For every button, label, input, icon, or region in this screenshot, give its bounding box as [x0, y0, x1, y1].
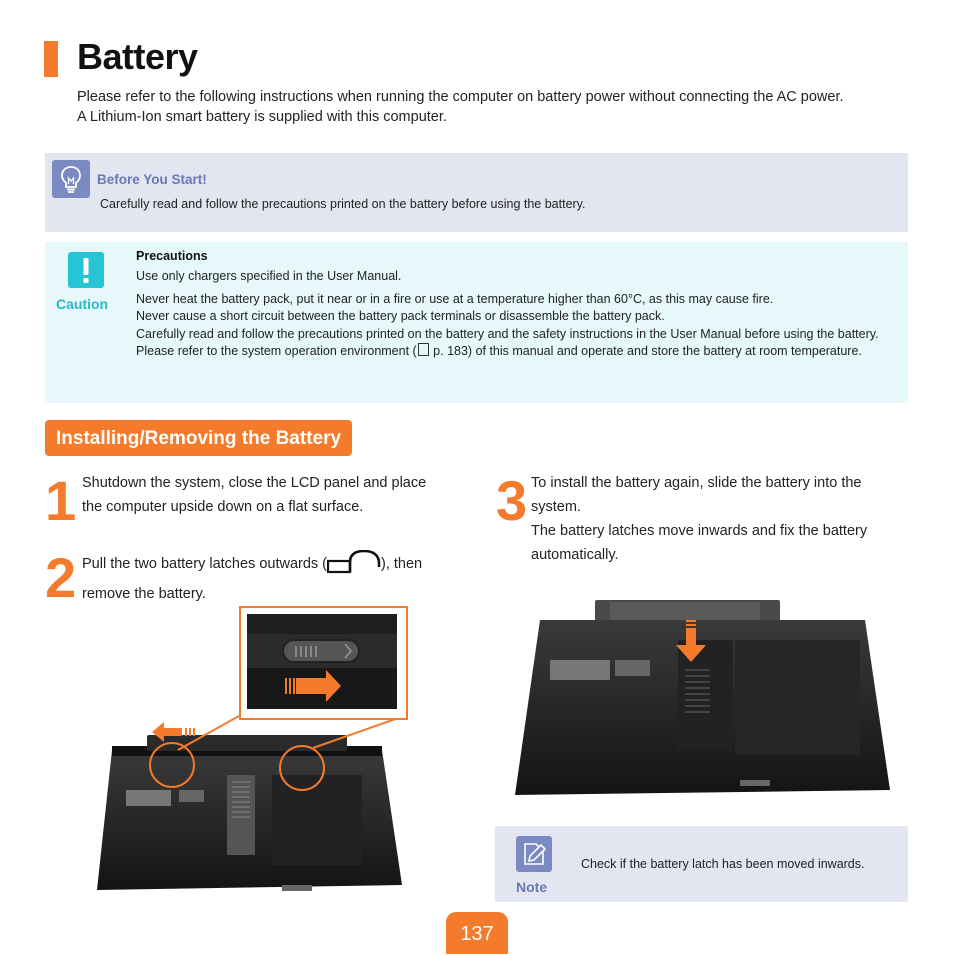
step-1-line: Shutdown the system, close the LCD panel and place the computer upside down on a flat surface.: [82, 475, 427, 515]
step-2-text-after: ), then remove the battery.: [82, 556, 423, 602]
precaution-text: p. 183) of this manual and operate and store the battery at room temperature.: [429, 344, 862, 358]
step-3-line-2: The battery latches move inwards and fix the battery automatically.: [531, 523, 868, 563]
step-number: 1: [45, 469, 75, 532]
intro-line-2: A Lithium-Ion smart battery is supplied with this computer.: [77, 109, 447, 125]
step-2-text-before: Pull the two battery latches outwards (: [82, 556, 328, 572]
latch-zoom-inset: [239, 606, 408, 720]
note-text: Check if the battery latch has been moved inwards.: [581, 857, 865, 871]
before-you-start-title: Before You Start!: [97, 172, 207, 187]
precaution-item: Never cause a short circuit between the battery pack terminals or disassemble the battery pack.: [136, 309, 665, 323]
laptop-underside-installing-image: [510, 600, 895, 800]
step-number: 2: [45, 546, 75, 609]
precautions-heading: Precautions: [136, 249, 208, 263]
precaution-item: Carefully read and follow the precautions printed on the battery and the safety instructions in the User Manual before using the battery.: [136, 326, 879, 341]
step-3-line-1: To install the battery again, slide the battery into the system.: [531, 475, 862, 515]
precaution-text: Please refer to the system operation environment (: [136, 344, 417, 358]
page-title: Battery: [77, 36, 198, 77]
page-number: 137: [446, 912, 508, 954]
note-label: Note: [516, 879, 548, 895]
step-number: 3: [496, 469, 526, 532]
precaution-item: Never heat the battery pack, put it near or in a fire or use at a temperature higher than 60°C, as this may cause fire.: [136, 291, 774, 306]
before-you-start-text: Carefully read and follow the precautions printed on the battery before using the battery.: [100, 197, 586, 211]
precaution-item: Use only chargers specified in the User Manual.: [136, 269, 402, 283]
intro-line-1: Please refer to the following instructions when running the computer on battery power without connecting the AC power.: [77, 89, 844, 105]
pencil-note-icon: [516, 836, 552, 872]
caution-label: Caution: [56, 296, 109, 312]
section-header: Installing/Removing the Battery: [45, 420, 352, 456]
